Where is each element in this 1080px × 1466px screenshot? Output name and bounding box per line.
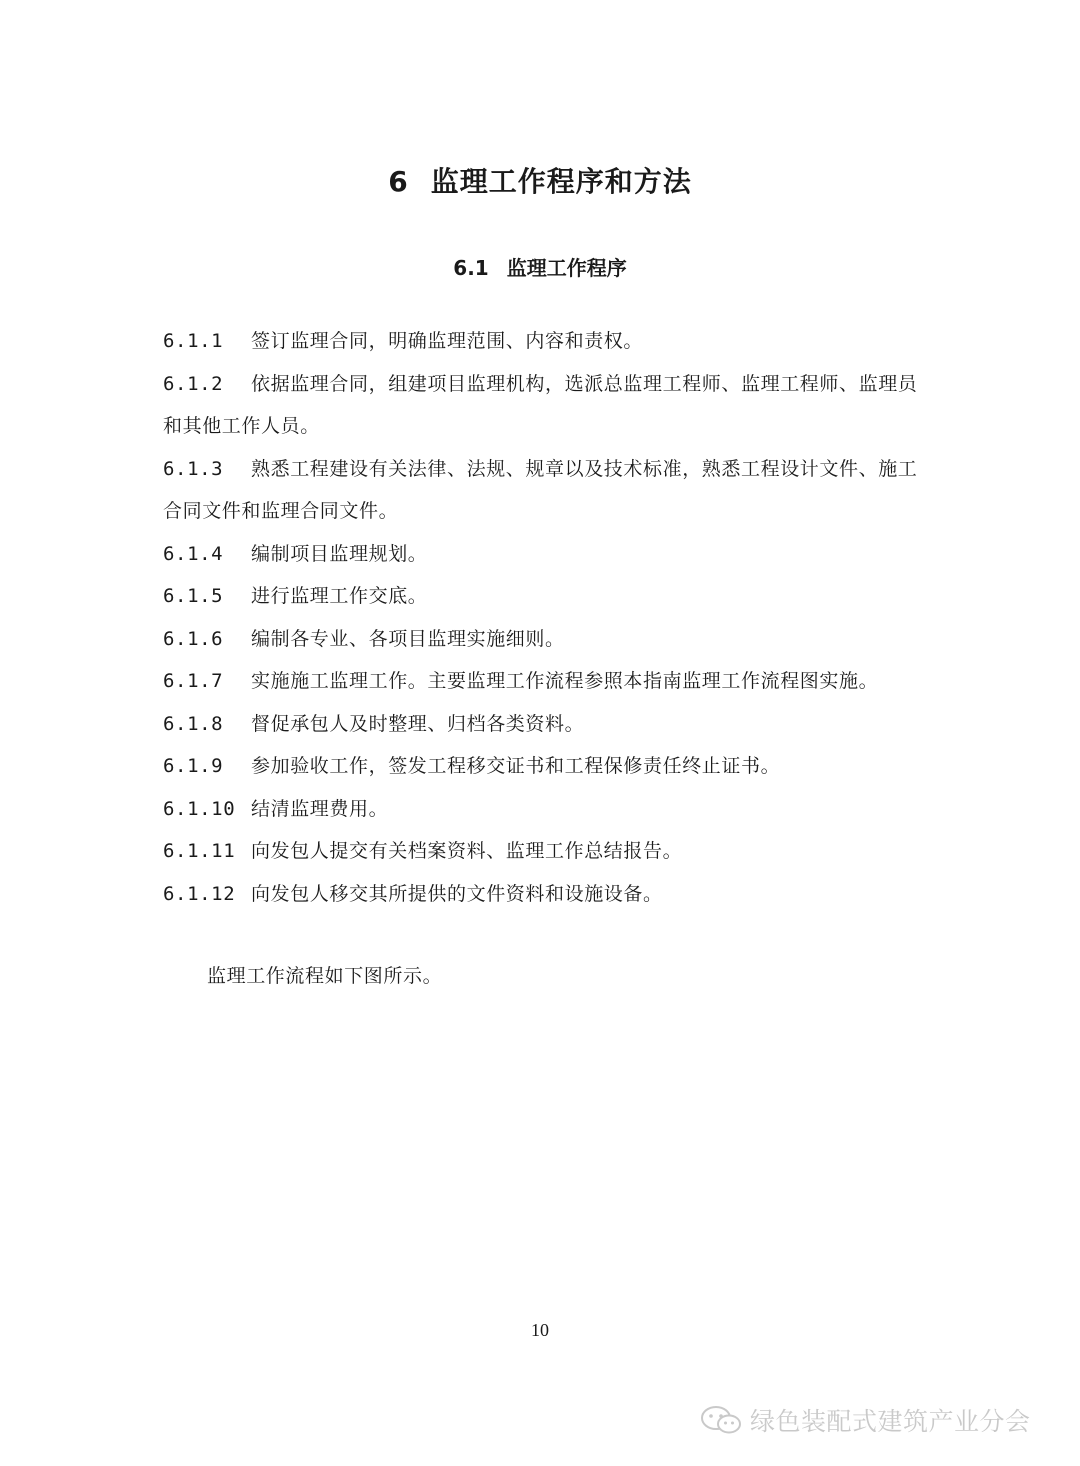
item-text: 向发包人移交其所提供的文件资料和设施设备。	[251, 882, 663, 905]
chapter-number: 6	[388, 165, 409, 198]
list-item	[163, 703, 923, 746]
list-item	[163, 660, 923, 703]
list-item	[163, 788, 923, 831]
item-text: 签订监理合同，明确监理范围、内容和责权。	[251, 330, 644, 352]
item-number: 6.1.6	[163, 627, 224, 650]
list-item	[163, 830, 923, 873]
item-text: 结清监理费用。	[251, 797, 389, 820]
item-number: 6.1.7	[163, 670, 224, 692]
list-item	[163, 618, 923, 661]
item-number: 6.1.8	[163, 712, 224, 735]
item-text: 编制各专业、各项目监理实施细则。	[251, 627, 565, 650]
section-number: 6.1	[453, 256, 489, 280]
item-text: 进行监理工作交底。	[251, 585, 428, 607]
list-item	[163, 363, 923, 448]
page-number: 10	[531, 1320, 549, 1340]
item-number: 6.1.12	[163, 882, 236, 905]
item-text: 向发包人提交有关档案资料、监理工作总结报告。	[251, 840, 683, 862]
list-item	[163, 873, 923, 916]
item-text: 参加验收工作，签发工程移交证书和工程保修责任终止证书。	[251, 755, 781, 777]
watermark	[700, 1400, 1031, 1440]
section-title	[0, 252, 1080, 281]
list-item	[163, 533, 923, 576]
item-number: 6.1.10	[163, 797, 236, 820]
procedure-list	[163, 320, 923, 915]
item-number: 6.1.1	[163, 330, 224, 352]
closing-sentence: 监理工作流程如下图所示。	[207, 965, 443, 987]
watermark-text: 绿色装配式建筑产业分会	[750, 1407, 1031, 1436]
item-text: 督促承包人及时整理、归档各类资料。	[251, 712, 585, 735]
item-text: 熟悉工程建设有关法律、法规、规章以及技术标准，熟悉工程设计文件、施工合同文件和监理合同文件。	[163, 457, 918, 522]
item-text: 实施施工监理工作。主要监理工作流程参照本指南监理工作流程图实施。	[251, 670, 879, 692]
item-text: 依据监理合同，组建项目监理机构，选派总监理工程师、监理工程师、监理员和其他工作人员。	[163, 372, 918, 437]
item-number: 6.1.2	[163, 372, 224, 395]
list-item	[163, 320, 923, 363]
item-text: 编制项目监理规划。	[251, 542, 428, 565]
chapter-title	[0, 160, 1080, 200]
list-item	[163, 448, 923, 533]
list-item	[163, 575, 923, 618]
item-number: 6.1.9	[163, 755, 224, 777]
item-number: 6.1.5	[163, 585, 224, 607]
item-number: 6.1.3	[163, 457, 224, 480]
wechat-icon	[700, 1405, 744, 1435]
chapter-title-text: 监理工作程序和方法	[430, 165, 692, 198]
item-number: 6.1.4	[163, 542, 224, 565]
section-title-text: 监理工作程序	[506, 256, 627, 280]
list-item	[163, 745, 923, 788]
item-number: 6.1.11	[163, 840, 236, 862]
